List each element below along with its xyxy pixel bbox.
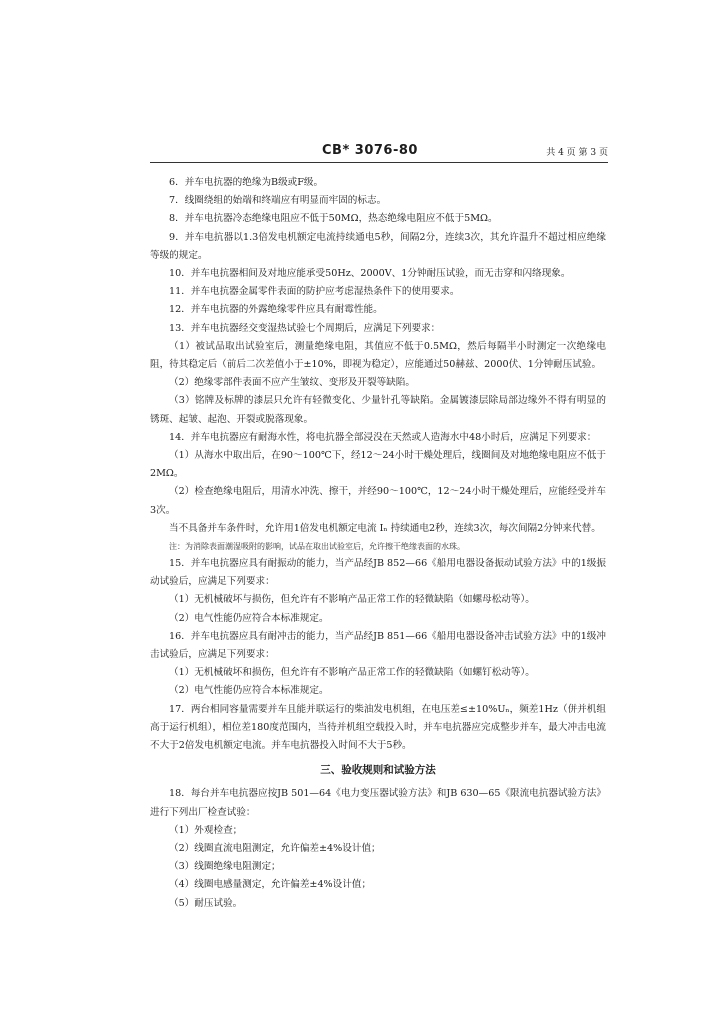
section-heading: 三、验收规则和试验方法 [320, 764, 436, 777]
paragraph: 6．并车电抗器的绝缘为B级或F级。 [169, 177, 324, 188]
paragraph: （2）电气性能仍应符合本标准规定。 [169, 612, 329, 624]
paragraph: （1）外观检查； [169, 824, 243, 836]
paragraph: （1）无机械破坏与损伤，但允许有不影响产品正常工作的轻微缺陷（如螺母松动等）。 [169, 594, 535, 606]
paragraph: 10．并车电抗器相间及对地应能承受50Hz、2000V、1分钟耐压试验，而无击穿和闪络现象。 [169, 268, 571, 280]
header-rule [150, 162, 608, 163]
document-body [150, 174, 606, 913]
paragraph: 17．两台相同容量需要并车且能并联运行的柴油发电机组，在电压差≤±10%Uₙ，频差1Hz（併并机组高于运行机组），相位差180度范围内，当待并机组空载投入时，并车电抗器应完成整步并车，最大冲击电流不大于2倍发电机额定电流。并车电抗器投入时间不大于5秒。 [150, 703, 606, 752]
paragraph: （3）线圈绝缘电阻测定； [169, 861, 281, 873]
paragraph: 当不具备并车条件时，允许用1倍发电机额定电流 Iₙ 持续通电2秒，连续3次，每次间隔2分钟来代替。 [169, 522, 601, 534]
paragraph: 18．每台并车电抗器应按JB 501—64《电力变压器试验方法》和JB 630—65《限流电抗器试验方法》进行下列出厂检查试验： [150, 788, 606, 818]
paragraph: （1）被试品取出试验室后，测量绝缘电阻，其值应不低于0.5MΩ，然后每隔半小时测定一次绝缘电阻，待其稳定后（前后二次差值小于±10%，即视为稳定），应能通过50赫兹、2000伏、1分钟耐压试验。 [150, 340, 606, 371]
paragraph: 13．并车电抗器经交变湿热试验七个周期后，应满足下列要求： [169, 322, 441, 334]
page-info: 共 4 页 第 3 页 [546, 148, 608, 158]
paragraph: 11．并车电抗器金属零件表面的防护应考虑湿热条件下的使用要求。 [169, 286, 460, 298]
paragraph: 12．并车电抗器的外露绝缘零件应具有耐霉性能。 [169, 304, 383, 316]
paragraph: （3）铭牌及标牌的漆层只允许有轻微变化、少量针孔等缺陷。金属镀漆层除局部边缘外不得有明显的锈斑、起皱、起泡、开裂或脱落现象。 [150, 395, 606, 425]
paragraph: 16．并车电抗器应具有耐冲击的能力，当产品经JB 851—66《船用电器设备冲击试验方法》中的1级冲击试验后，应满足下列要求： [150, 630, 606, 661]
paragraph: 8．并车电抗器冷态绝缘电阻应不低于50MΩ，热态绝缘电阻应不低于5MΩ。 [169, 213, 498, 225]
paragraph: （1）无机械破坏和损伤，但允许有不影响产品正常工作的轻微缺陷（如螺钉松动等）。 [169, 667, 535, 679]
paragraph: 14．并车电抗器应有耐海水性，将电抗器全部浸没在天然或人造海水中48小时后，应满足下列要求： [169, 431, 597, 443]
paragraph: 9．并车电抗器以1.3倍发电机额定电流持续通电5秒，间隔2分，连续3次，其允许温升不超过相应绝缘等级的规定。 [150, 231, 606, 261]
paragraph: （4）线圈电感量测定，允许偏差±4%设计值； [169, 879, 372, 891]
note-text: 注：为消除表面潮湿吸附的影响，试品在取出试验室后，允许擦干绝缘表面的水珠。 [169, 542, 465, 552]
paragraph: （1）从海水中取出后，在90～100℃下，经12～24小时干燥处理后，线圈间及对地绝缘电阻应不低于2MΩ。 [150, 450, 606, 480]
paragraph: （2）绝缘零部件表面不应产生皱纹、变形及开裂等缺陷。 [169, 377, 415, 389]
paragraph: （2）线圈直流电阻测定，允许偏差±4%设计值； [169, 842, 381, 854]
paragraph: 7．线圈绕组的始端和终端应有明显而牢固的标志。 [169, 195, 387, 207]
standard-code: CB* 3076-80 [322, 143, 418, 158]
paragraph: 15．并车电抗器应具有耐振动的能力，当产品经JB 852—66《船用电器设备振动试验方法》中的1级振动试验后，应满足下列要求： [150, 558, 606, 588]
paragraph: （5）耐压试验。 [169, 897, 243, 909]
paragraph: （2）检查绝缘电阻后，用清水冲洗、擦干，并经90～100℃，12～24小时干燥处理后，应能经受并车3次。 [150, 486, 606, 516]
paragraph: （2）电气性能仍应符合本标准规定。 [169, 685, 329, 697]
page-header [150, 143, 608, 163]
